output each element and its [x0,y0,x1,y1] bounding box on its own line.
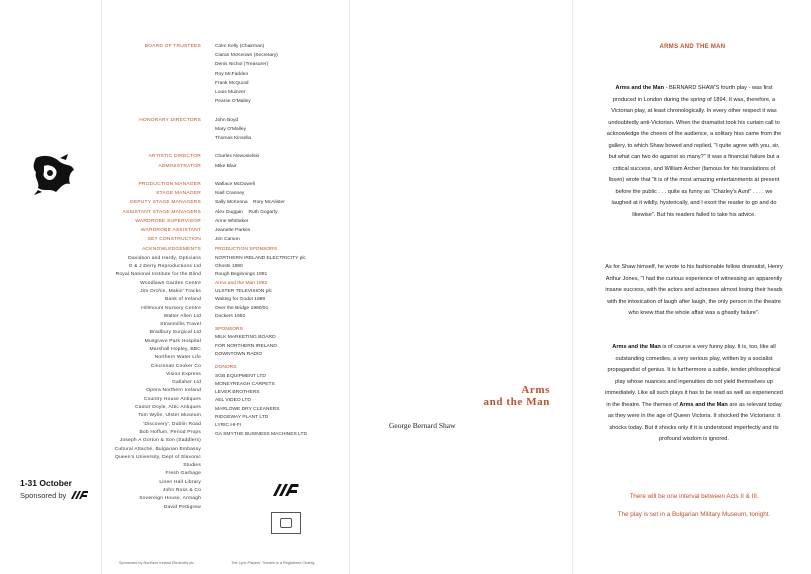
wardrobe-supervisor: Anne Whittaker [215,218,249,224]
ack-item: 'Discovery', Dublin Road [143,421,201,427]
ack-item: Stranmillis Travel [160,322,201,328]
play-author: George Bernard Shaw [389,421,456,430]
prodman-label: PRODUCTION MANAGER [138,182,201,187]
ack-item: Royal National Institute for the Blind [115,272,201,278]
panel-cover [351,0,573,574]
ack-item: Hillmount Nursery Centre [141,305,201,311]
ack-item: Woodlawn Garden Centre [140,280,201,286]
ack-item: Davidson and Hardy, Opticians [128,255,201,261]
prod-sponsor: NORTHERN IRELAND ELECTRICITY plc [215,255,306,261]
article-paragraph-3 [605,342,783,446]
ack-item: Northern Water Life [154,355,201,361]
donor: GA SMYTHE BUSINESS MACHINES LTD [215,431,308,437]
wardrobe-asst-label: WARDROBE ASSISTANT [140,228,201,234]
donor: SGB EQUIPMENT LTD [215,373,266,379]
assistant-stage-managers: Alex Duggan Ruth Gogarty [215,209,278,215]
play-name-bold: Arms and the Man [679,401,728,408]
ack-item: Walter Allen Ltd [163,313,201,319]
ack-item: Cincinnati Cooker Co [150,363,201,369]
sponsors-column [215,246,350,512]
sponsored-by-line [20,490,89,500]
ack-item: Tom Wylie, Ulster Museum [138,413,201,419]
ack-item: Vision Express [165,371,201,377]
prod-sponsor-current: Arms and the Man 1992 [215,280,268,286]
prod-sponsors-label: PRODUCTION SPONSORS [215,247,277,253]
artistic-label: ARTISTIC DIRECTOR [148,154,201,160]
stageman-label: STAGE MANAGER [156,191,201,197]
donor: AEL VIDEO LTD [215,398,251,404]
ack-item: John Ross & Co [162,488,201,494]
prod-sponsor: Waiting for Godot 1989 [215,297,266,303]
donor: MARLOWE DRY CLEANERS [215,406,280,412]
panel-front-flap [0,0,102,574]
ack-item: Sovereign House, Armagh [139,496,201,502]
donor: RIDGEWAY PLANT LTD [215,415,269,421]
play-name-bold: Arms and the Man [612,344,661,350]
prod-sponsor: Over the Bridge 1990/91 [215,305,269,311]
sponsors-label: SPONSORS [215,327,243,333]
ack-item: Country House Antiques [143,396,201,402]
ack-item: David Pettigrew [163,504,201,510]
ack-item: Musgrave Park Hospital [144,338,201,344]
sponsor: FOR NORTHERN IRELAND [215,343,277,349]
set-construction: Jim Carson [215,237,240,243]
article-paragraph-1 [605,83,783,221]
play-title-line2: and the Man [483,396,550,408]
ack-item: G & J Derry Reproductions Ltd [128,264,201,270]
acknowledgements [103,246,215,512]
paragraph-text: is of course a very funny play. It is, too, like all outstanding comedies, a very serious play, written by a socialist propagandist of genius. It is furthermore a subtle, tender philosophical play whose nuances and ingenuities do not yield themselves up immediately. Like all such plays it has to be read as well as experienced in the theatre. The themes of [605,344,783,408]
setting-note: The play is set in a Bulgarian Military Museum, tonight. [617,511,771,518]
donor: LYRIC HI-FI [215,423,242,429]
article-paragraph-2 [605,262,783,320]
arts-council-logo-icon [271,512,301,534]
donor: LEVER BROTHERS [215,390,260,396]
board-member: Denis Nichol (Treasurer) [215,62,269,68]
honorary-director: Thomas Kinsella [215,136,252,142]
donor: MONEYREAGH CARPETS [215,381,275,387]
play-title [484,384,551,408]
lyric-emblem-icon [30,152,76,196]
ack-item: Linen Hall Library [159,479,201,485]
play-title-line1: Arms [521,384,550,396]
credits-list [103,42,350,512]
ack-item: Jim Orchin, Makin' Tracks [140,288,201,294]
paragraph-text: are as relevant today as they were in the age of Queen Victoria. It shocked the Victorians: it shocks today. But it shocks only if it is understood imperfectly and its profound wisdom is ignored. [607,401,782,442]
board-member: Roy McFadden [215,71,249,77]
sponsored-by-label: Sponsored by [20,490,67,500]
prod-sponsor: ULSTER TELEVISION plc [215,288,272,294]
honorary-director: John Boyd [215,117,239,123]
board-member: Ciaran McKeown (Secretary) [215,53,278,59]
footer-right: The Lyric Players' Theatre is a Registered Charity. [231,561,316,565]
ack-item: Bob Hoffum, Period Props [139,429,201,435]
board-member: Pearse O'Malley [215,99,251,105]
interval-note: There will be one interval between Acts II & III. [629,493,759,500]
ack-item: Fresh Garbage [165,471,201,477]
board-member: Louis Muinzer [215,90,246,96]
prod-sponsor: Dockers 1992 [215,313,246,319]
ack-item: Queen's University, Dept of Slavonic Studies [114,454,201,469]
ack-item: Marshall Hopley, BBC [149,346,201,352]
board-label: BOARD OF TRUSTEES [144,44,201,49]
deputy-stage-managers: Sally McKenna Rory McAlister [215,200,285,206]
ack-item: Gallaher Ltd [171,380,201,386]
panel-credits [103,0,350,574]
ack-item: Castor Doyle, Attic Antiques [135,405,201,411]
administrator: Mike Blair [215,163,237,169]
article-heading: ARMS AND THE MAN [659,44,726,50]
ack-item: Bank of Ireland [165,297,201,303]
honorary-director: Mary O'Malley [215,126,247,132]
footer-left: Sponsored by Northern Ireland Electricity plc [119,561,195,565]
ack-item: Joseph A Gorton & Son (Saddlers) [119,438,201,444]
nie-logo-icon [270,482,300,498]
wardrobe-sup-label: WARDROBE SUPERVISOR [135,218,201,224]
sponsor: MILK MARKETING BOARD [215,335,276,341]
panel-article [574,0,811,574]
assistant-label: ASSISTANT STAGE MANAGERS [122,209,201,215]
ack-item: Opera Northern Ireland [146,388,201,394]
board-member: Frank McQuoid [215,80,249,86]
prod-sponsor: Rough Beginnings 1991 [215,272,268,278]
ack-item: Cultural Attaché, Bulgarian Embassy [114,446,201,452]
artistic-director: Charles Nowosielski [215,154,260,160]
deputy-label: DEPUTY STAGE MANAGERS [130,200,201,206]
board-member: Colm Kelly (Chairman) [215,44,265,49]
dates: 1-31 October [20,478,72,488]
wardrobe-assistant: Jeanette Parkes [215,228,251,234]
set-label: SET CONSTRUCTION [147,237,201,243]
ack-item: Bradbury Surgical Ltd [149,330,201,336]
sponsor: DOWNTOWN RADIO [215,351,263,357]
stage-manager: Niall Cranney [215,191,245,197]
production-manager: Wallace McDowell [215,182,255,187]
paragraph-text: As for Shaw himself, he wrote to his fashionable fellow dramatist, Henry Arthur Jones, "I had the curious experience of witnessing an apparently insane success, with the actors and actresses almost losing their heads with the intoxication of laugh after laugh, the only person in the theatre who knew that the whole affair was a ghastly failure". [605,264,783,316]
paragraph-text: - BERNARD SHAW'S fourth play - was first produced in London during the spring of 1894. It was, therefore, a Victorian play, at least chronologically. In every other respect it was undoubtedly anti-Victorian. When the dramatist took his curtain call to acknowledge the cheers of the audience, a solitary hiss came from the gallery, to which Shaw bowed and replied, "I quite agree with you, sir, but what can two do against so many?" It was a financial failure but a critical success, and William Archer (famous for his translations of Ibsen) wrote that "it is of the most amazing entertainments at present before the public . . . quite as funny as "Charley's Aunt" . . . . we laughed at it wildly, hysterically, and I exort the reader to go and do likewise". But his readers failed to take his advice. [606,85,782,218]
admin-label: ADMINISTRATOR [158,163,201,169]
prod-sponsor: Ghosts 1990 [215,264,243,270]
play-name-bold: Arms and the Man [615,85,665,91]
ack-label: ACKNOWLEDGEMENTS [142,247,201,253]
donors-label: DONORS [215,365,237,371]
honorary-label: HONORARY DIRECTORS [139,117,201,123]
nie-logo-icon [69,490,89,500]
